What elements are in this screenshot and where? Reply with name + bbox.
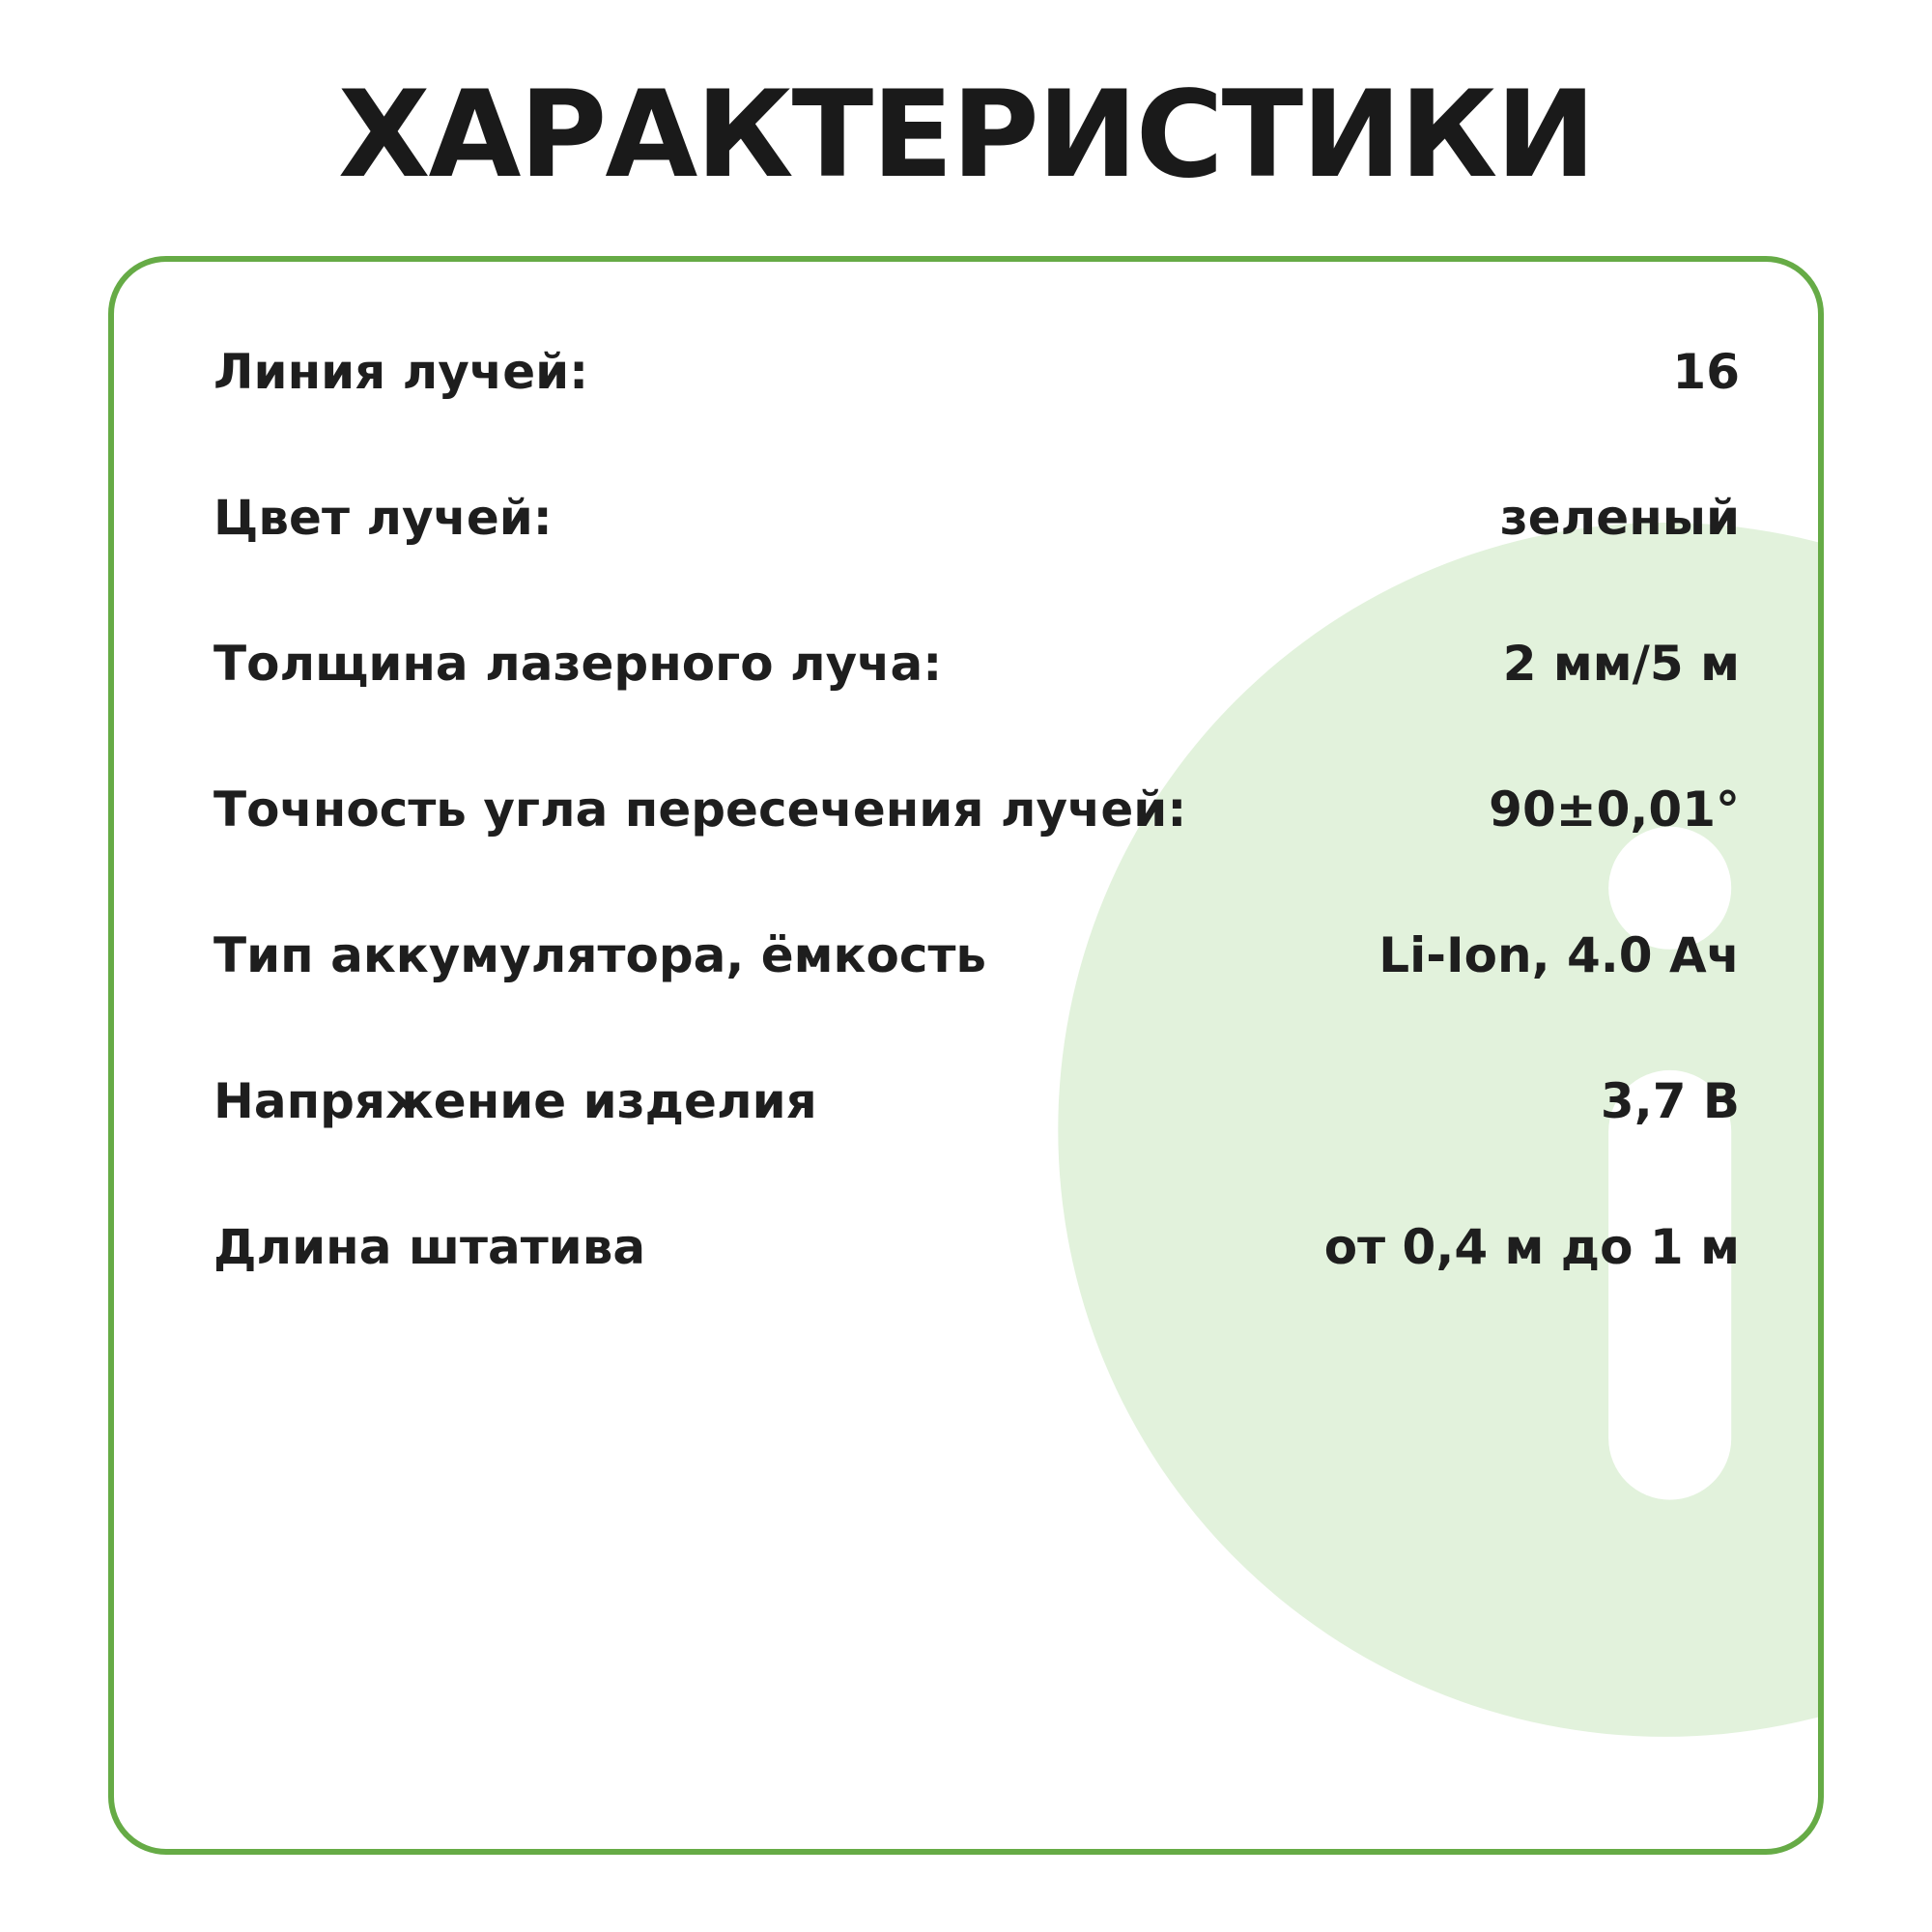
spec-value: 16: [1672, 344, 1740, 400]
spec-row: [213, 777, 1740, 923]
spec-label: Точность угла пересечения лучей:: [213, 781, 1187, 838]
spec-label: Тип аккумулятора, ёмкость: [213, 927, 987, 983]
spec-row: [213, 339, 1740, 485]
spec-value: от 0,4 м до 1 м: [1323, 1219, 1740, 1275]
spec-value: Li-Ion, 4.0 Ач: [1378, 927, 1740, 983]
spec-row: [213, 1068, 1740, 1214]
spec-value: зеленый: [1499, 490, 1740, 546]
spec-label: Длина штатива: [213, 1219, 646, 1275]
spec-label: Цвет лучей:: [213, 490, 553, 546]
page-title: ХАРАКТЕРИСТИКИ: [337, 66, 1595, 205]
spec-label: Напряжение изделия: [213, 1073, 817, 1129]
specs-card: [108, 256, 1824, 1855]
spec-label: Толщина лазерного луча:: [213, 636, 943, 692]
spec-row: [213, 1214, 1740, 1360]
spec-row: [213, 631, 1740, 777]
spec-value: 3,7 В: [1600, 1073, 1740, 1129]
specs-list: [213, 339, 1740, 1360]
spec-row: [213, 923, 1740, 1068]
spec-value: 2 мм/5 м: [1502, 636, 1740, 692]
spec-row: [213, 485, 1740, 631]
spec-label: Линия лучей:: [213, 344, 589, 400]
spec-value: 90±0,01°: [1489, 781, 1740, 838]
